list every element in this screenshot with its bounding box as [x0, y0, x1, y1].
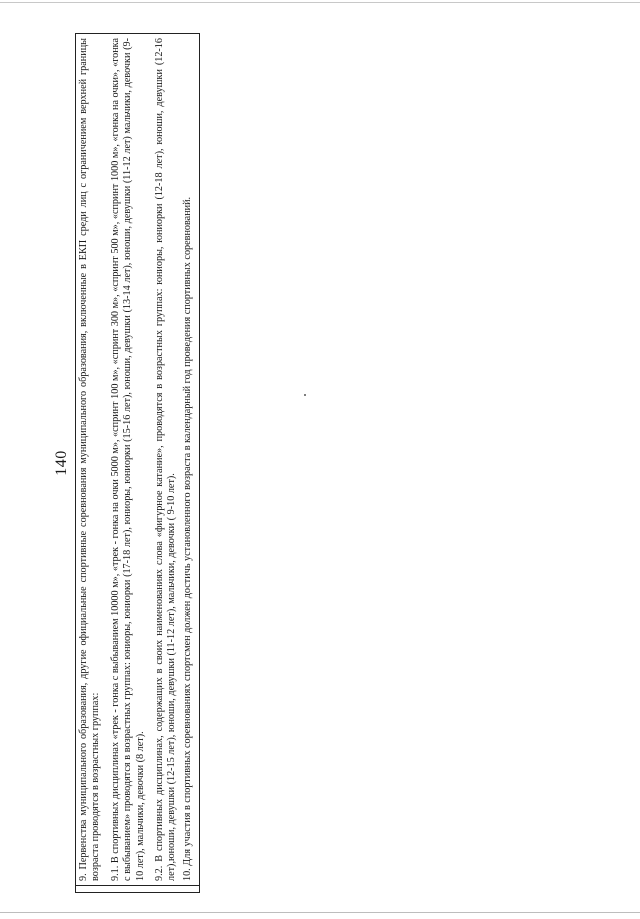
empty-number-cell — [76, 886, 200, 893]
scan-edge-bottom — [0, 912, 640, 913]
scan-edge-top — [0, 2, 640, 3]
paragraph-10: 10. Для участия в спортивных соревнованиях спортсмен должен достичь установленного возраста в календарный год проведения спортивных соревнований. — [181, 196, 193, 881]
paragraph-9: 9. Первенства муниципального образования, другие официальные спортивные соревнования муниципального образования, включенные в ЕКП среди лиц с ограничением верхней границы возраста проводятся в возрастных группах: — [78, 38, 102, 881]
paragraph-9-2: 9.2. В спортивных дисциплинах, содержащих в своих наименованиях слова «фигурное катание», проводятся в возрастных группах: юниоры, юниорки (12-18 лет), юноши, девушки (12-16 лет),юноши, девушки (12-15 лет), юноши, девушки (11-12 лет), мальчики, девочки ( 9-10 лет). — [154, 38, 178, 881]
page-number: 140 — [53, 450, 70, 476]
scan-speck — [304, 394, 306, 396]
paragraph-9-1: 9.1. В спортивных дисциплинах «трек - гонка с выбыванием 10000 м», «трек - гонка на очки 5000 м», «спринт 100 м», «спринт 300 м», «спринт 500 м», «спринт 1000 м», «гонка на очки», «гонка с выбыванием» проводятся в возрастных группах: юниоры, юниорки (17-18 лет), юниоры, юниорки (15-16 лет), юноши, девушки (13-14 лет), юноши, девушки (11-12 лет) мальчики, девочки (9-10 лет), мальчики, девочки (8 лет). — [109, 38, 146, 881]
table-row — [76, 34, 200, 893]
rotated-document-page — [53, 33, 225, 893]
regulation-table — [75, 33, 200, 893]
regulation-text-cell — [76, 34, 200, 886]
